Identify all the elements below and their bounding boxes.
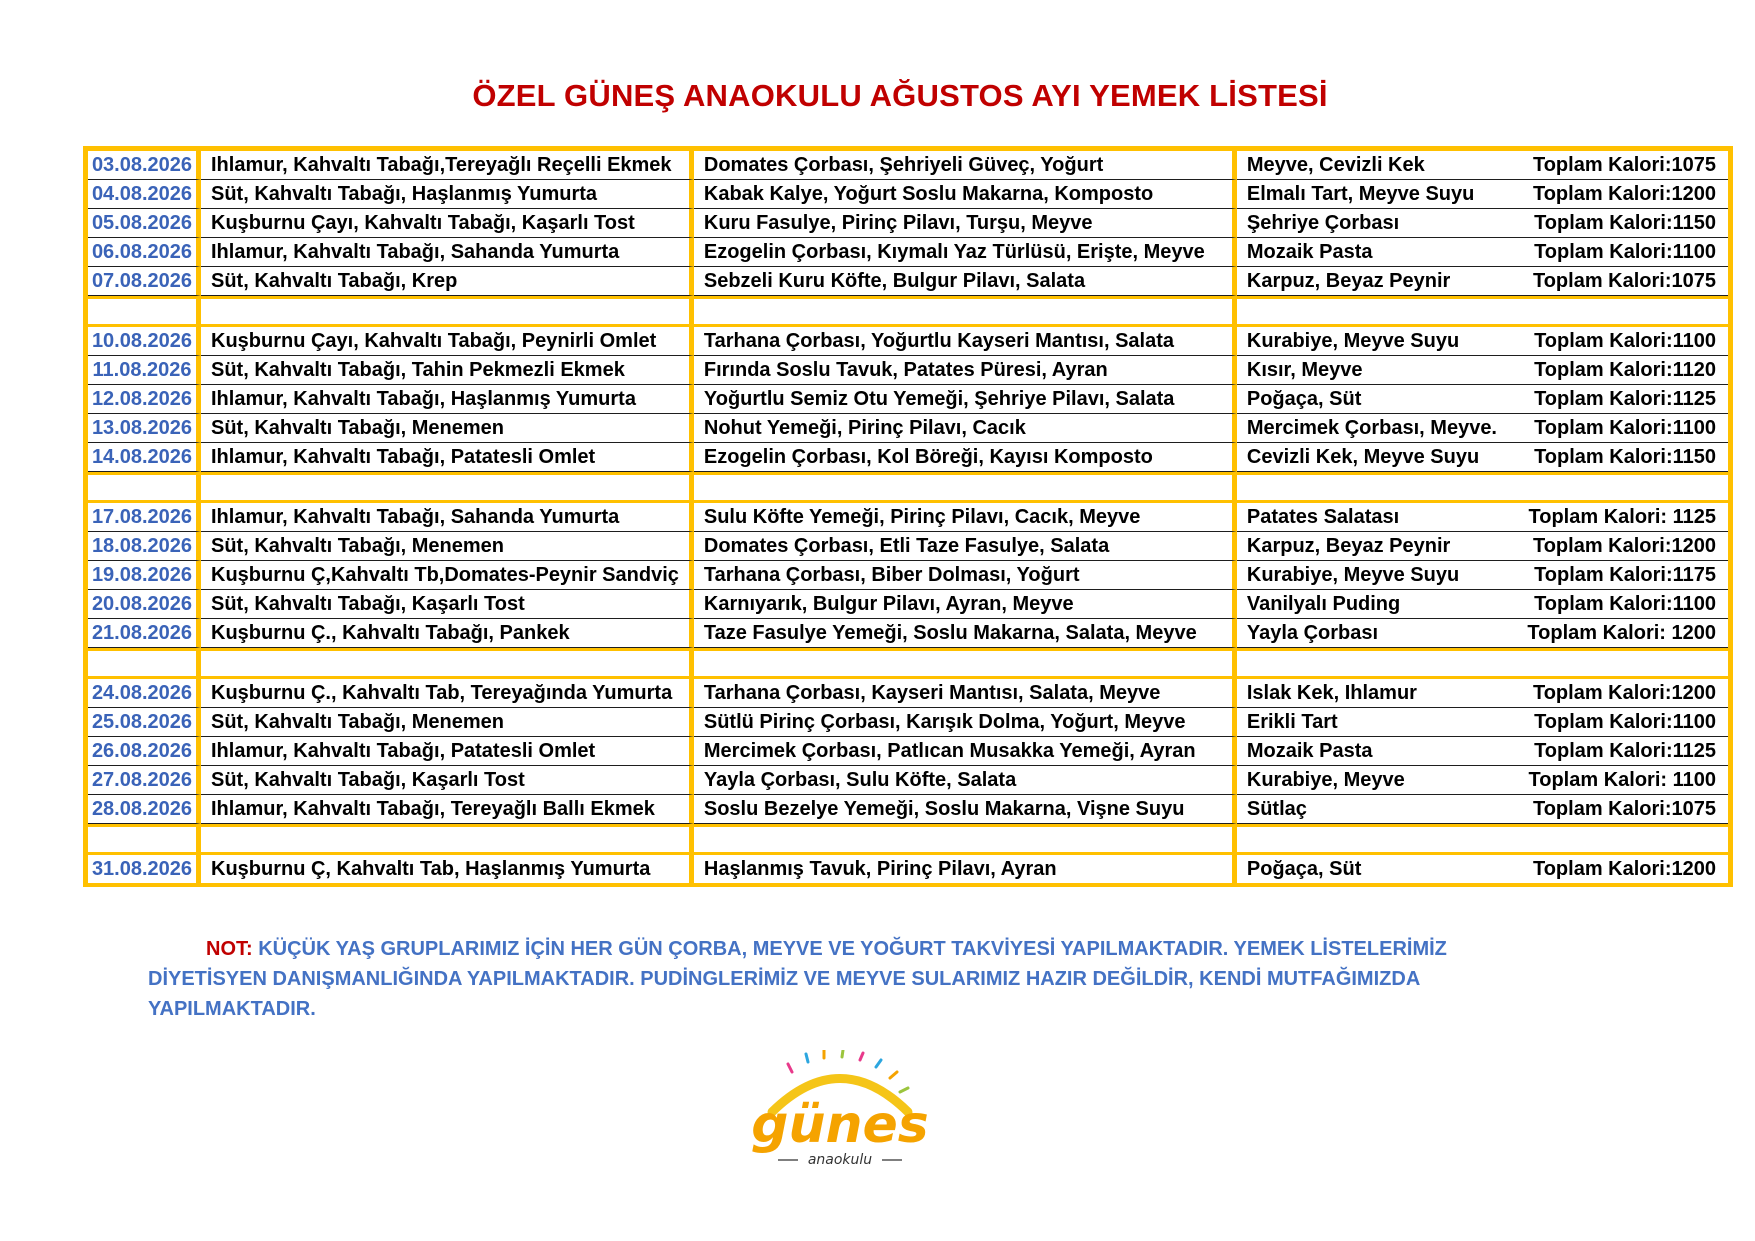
calorie-total: Toplam Kalori:1200 [1532,183,1716,205]
snack-text: Elmalı Tart, Meyve Suyu [1246,183,1475,205]
breakfast-cell: Ihlamur, Kahvaltı Tabağı, Sahanda Yumurta [201,503,694,532]
lunch-cell: Taze Fasulye Yemeği, Soslu Makarna, Salata, Meyve [694,619,1237,648]
menu-row [88,443,1728,472]
menu-row [88,267,1728,296]
menu-row [88,503,1728,532]
lunch-cell: Nohut Yemeği, Pirinç Pilavı, Cacık [694,414,1237,443]
lunch-cell: Sebzeli Kuru Köfte, Bulgur Pilavı, Salata [694,267,1237,296]
snack-cell [1237,503,1728,532]
calorie-total: Toplam Kalori:1120 [1534,359,1716,381]
empty-cell [88,472,201,503]
calorie-total: Toplam Kalori:1125 [1534,740,1716,762]
empty-cell [694,648,1237,679]
snack-text: Vanilyalı Puding [1246,593,1401,615]
date-cell: 25.08.2026 [88,708,201,737]
menu-row [88,561,1728,590]
lunch-cell: Domates Çorbası, Şehriyeli Güveç, Yoğurt [694,151,1237,180]
snack-text: Şehriye Çorbası [1246,212,1400,234]
date-cell: 27.08.2026 [88,766,201,795]
snack-text: Patates Salatası [1246,506,1400,528]
lunch-cell: Soslu Bezelye Yemeği, Soslu Makarna, Vişne Suyu [694,795,1237,824]
breakfast-cell: Kuşburnu Ç., Kahvaltı Tab, Tereyağında Yumurta [201,679,694,708]
calorie-total: Toplam Kalori: 1125 [1528,506,1716,528]
lunch-cell: Tarhana Çorbası, Yoğurtlu Kayseri Mantısı, Salata [694,327,1237,356]
calorie-total: Toplam Kalori:1150 [1534,446,1716,468]
snack-cell [1237,795,1728,824]
lunch-cell: Tarhana Çorbası, Biber Dolması, Yoğurt [694,561,1237,590]
snack-cell [1237,679,1728,708]
empty-cell [88,648,201,679]
menu-row [88,619,1728,648]
empty-cell [1237,472,1728,503]
snack-cell [1237,855,1728,883]
calorie-total: Toplam Kalori:1100 [1534,417,1716,439]
date-cell: 26.08.2026 [88,737,201,766]
date-cell: 07.08.2026 [88,267,201,296]
breakfast-cell: Ihlamur, Kahvaltı Tabağı, Haşlanmış Yumurta [201,385,694,414]
date-cell: 14.08.2026 [88,443,201,472]
empty-cell [201,648,694,679]
breakfast-cell: Süt, Kahvaltı Tabağı, Tahin Pekmezli Ekmek [201,356,694,385]
week-separator-row [88,648,1728,679]
empty-cell [1237,824,1728,855]
breakfast-cell: Süt, Kahvaltı Tabağı, Menemen [201,414,694,443]
snack-text: Mozaik Pasta [1246,241,1373,263]
menu-row [88,327,1728,356]
empty-cell [201,824,694,855]
snack-text: Kısır, Meyve [1246,359,1363,381]
logo-subtext: anaokulu [807,1152,873,1168]
breakfast-cell: Ihlamur, Kahvaltı Tabağı,Tereyağlı Reçelli Ekmek [201,151,694,180]
breakfast-cell: Kuşburnu Çayı, Kahvaltı Tabağı, Kaşarlı Tost [201,209,694,238]
snack-text: Yayla Çorbası [1246,622,1379,644]
snack-text: Kurabiye, Meyve [1246,769,1405,791]
empty-cell [88,296,201,327]
lunch-cell: Karnıyarık, Bulgur Pilavı, Ayran, Meyve [694,590,1237,619]
gunes-logo [750,1050,930,1180]
date-cell: 11.08.2026 [88,356,201,385]
note-label: NOT: [206,938,253,960]
snack-text: Mozaik Pasta [1246,740,1373,762]
date-cell: 10.08.2026 [88,327,201,356]
menu-row [88,238,1728,267]
calorie-total: Toplam Kalori: 1200 [1527,622,1716,644]
lunch-cell: Domates Çorbası, Etli Taze Fasulye, Salata [694,532,1237,561]
snack-text: Cevizli Kek, Meyve Suyu [1246,446,1480,468]
snack-cell [1237,443,1728,472]
menu-row [88,385,1728,414]
breakfast-cell: Ihlamur, Kahvaltı Tabağı, Patatesli Omlet [201,443,694,472]
empty-cell [694,824,1237,855]
calorie-total: Toplam Kalori:1150 [1534,212,1716,234]
snack-cell [1237,766,1728,795]
page-title: ÖZEL GÜNEŞ ANAOKULU AĞUSTOS AYI YEMEK LİSTESİ [472,78,1328,113]
date-cell: 28.08.2026 [88,795,201,824]
calorie-total: Toplam Kalori:1100 [1534,330,1716,352]
calorie-total: Toplam Kalori:1125 [1534,388,1716,410]
menu-row [88,679,1728,708]
date-cell: 13.08.2026 [88,414,201,443]
snack-text: Kurabiye, Meyve Suyu [1246,330,1460,352]
date-cell: 17.08.2026 [88,503,201,532]
menu-row [88,532,1728,561]
lunch-cell: Kuru Fasulye, Pirinç Pilavı, Turşu, Meyve [694,209,1237,238]
menu-row [88,151,1728,180]
snack-text: Mercimek Çorbası, Meyve. [1246,417,1497,439]
snack-cell [1237,180,1728,209]
date-cell: 31.08.2026 [88,855,201,883]
empty-cell [88,824,201,855]
menu-row [88,414,1728,443]
snack-cell [1237,414,1728,443]
snack-cell [1237,737,1728,766]
lunch-cell: Sulu Köfte Yemeği, Pirinç Pilavı, Cacık, Meyve [694,503,1237,532]
snack-text: Kurabiye, Meyve Suyu [1246,564,1460,586]
menu-row [88,590,1728,619]
lunch-cell: Haşlanmış Tavuk, Pirinç Pilavı, Ayran [694,855,1237,883]
menu-row [88,356,1728,385]
note-text: KÜÇÜK YAŞ GRUPLARIMIZ İÇİN HER GÜN ÇORBA, MEYVE VE YOĞURT TAKVİYESİ YAPILMAKTADIR. YEMEK LİSTELERİMİZ DİYETİSYEN DANIŞMANLIĞINDA YAPILMAKTADIR. PUDİNGLERİMİZ VE MEYVE SULARIMIZ HAZIR DEĞİLDİR, KENDİ MUTFAĞIMIZDA YAPILMAKTADIR. [148,938,1447,1020]
calorie-total: Toplam Kalori:1200 [1532,535,1716,557]
calorie-total: Toplam Kalori:1100 [1534,711,1716,733]
empty-cell [1237,296,1728,327]
lunch-cell: Fırında Soslu Tavuk, Patates Püresi, Ayran [694,356,1237,385]
note-paragraph [148,934,1568,1024]
date-cell: 12.08.2026 [88,385,201,414]
snack-cell [1237,590,1728,619]
date-cell: 19.08.2026 [88,561,201,590]
snack-text: Karpuz, Beyaz Peynir [1246,270,1451,292]
snack-text: Karpuz, Beyaz Peynir [1246,535,1451,557]
date-cell: 18.08.2026 [88,532,201,561]
snack-text: Meyve, Cevizli Kek [1246,154,1425,176]
snack-text: Islak Kek, Ihlamur [1246,682,1417,704]
snack-cell [1237,532,1728,561]
lunch-cell: Mercimek Çorbası, Patlıcan Musakka Yemeği, Ayran [694,737,1237,766]
lunch-cell: Ezogelin Çorbası, Kıymalı Yaz Türlüsü, Erişte, Meyve [694,238,1237,267]
calorie-total: Toplam Kalori:1200 [1532,682,1716,704]
menu-row [88,737,1728,766]
date-cell: 06.08.2026 [88,238,201,267]
menu-row [88,209,1728,238]
date-cell: 05.08.2026 [88,209,201,238]
breakfast-cell: Süt, Kahvaltı Tabağı, Menemen [201,708,694,737]
menu-row [88,766,1728,795]
week-separator-row [88,472,1728,503]
calorie-total: Toplam Kalori:1200 [1532,858,1716,880]
empty-cell [201,296,694,327]
snack-text: Poğaça, Süt [1246,388,1362,410]
snack-cell [1237,561,1728,590]
snack-text: Poğaça, Süt [1246,858,1362,880]
calorie-total: Toplam Kalori:1075 [1532,798,1716,820]
lunch-cell: Yayla Çorbası, Sulu Köfte, Salata [694,766,1237,795]
snack-cell [1237,267,1728,296]
lunch-cell: Ezogelin Çorbası, Kol Böreği, Kayısı Komposto [694,443,1237,472]
breakfast-cell: Süt, Kahvaltı Tabağı, Haşlanmış Yumurta [201,180,694,209]
snack-cell [1237,708,1728,737]
date-cell: 24.08.2026 [88,679,201,708]
snack-cell [1237,385,1728,414]
menu-row [88,795,1728,824]
breakfast-cell: Süt, Kahvaltı Tabağı, Menemen [201,532,694,561]
lunch-cell: Kabak Kalye, Yoğurt Soslu Makarna, Komposto [694,180,1237,209]
snack-cell [1237,619,1728,648]
breakfast-cell: Ihlamur, Kahvaltı Tabağı, Patatesli Omlet [201,737,694,766]
calorie-total: Toplam Kalori:1175 [1534,564,1716,586]
menu-row [88,708,1728,737]
breakfast-cell: Kuşburnu Çayı, Kahvaltı Tabağı, Peynirli Omlet [201,327,694,356]
calorie-total: Toplam Kalori:1075 [1532,154,1716,176]
calorie-total: Toplam Kalori: 1100 [1528,769,1716,791]
snack-cell [1237,356,1728,385]
empty-cell [1237,648,1728,679]
snack-text: Erikli Tart [1246,711,1338,733]
menu-table-body [88,151,1728,883]
week-separator-row [88,296,1728,327]
lunch-cell: Yoğurtlu Semiz Otu Yemeği, Şehriye Pilavı, Salata [694,385,1237,414]
breakfast-cell: Kuşburnu Ç, Kahvaltı Tab, Haşlanmış Yumurta [201,855,694,883]
empty-cell [694,296,1237,327]
logo-text: günes [751,1095,929,1155]
date-cell: 21.08.2026 [88,619,201,648]
breakfast-cell: Süt, Kahvaltı Tabağı, Kaşarlı Tost [201,590,694,619]
snack-cell [1237,327,1728,356]
lunch-cell: Sütlü Pirinç Çorbası, Karışık Dolma, Yoğurt, Meyve [694,708,1237,737]
date-cell: 04.08.2026 [88,180,201,209]
breakfast-cell: Kuşburnu Ç,Kahvaltı Tb,Domates-Peynir Sandviç [201,561,694,590]
date-cell: 03.08.2026 [88,151,201,180]
menu-row [88,180,1728,209]
calorie-total: Toplam Kalori:1075 [1532,270,1716,292]
breakfast-cell: Ihlamur, Kahvaltı Tabağı, Tereyağlı Ballı Ekmek [201,795,694,824]
snack-text: Sütlaç [1246,798,1307,820]
calorie-total: Toplam Kalori:1100 [1534,241,1716,263]
breakfast-cell: Ihlamur, Kahvaltı Tabağı, Sahanda Yumurta [201,238,694,267]
empty-cell [694,472,1237,503]
calorie-total: Toplam Kalori:1100 [1534,593,1716,615]
snack-cell [1237,209,1728,238]
menu-row [88,855,1728,883]
menu-table [83,146,1733,887]
breakfast-cell: Kuşburnu Ç., Kahvaltı Tabağı, Pankek [201,619,694,648]
date-cell: 20.08.2026 [88,590,201,619]
empty-cell [201,472,694,503]
week-separator-row [88,824,1728,855]
breakfast-cell: Süt, Kahvaltı Tabağı, Kaşarlı Tost [201,766,694,795]
snack-cell [1237,238,1728,267]
lunch-cell: Tarhana Çorbası, Kayseri Mantısı, Salata, Meyve [694,679,1237,708]
breakfast-cell: Süt, Kahvaltı Tabağı, Krep [201,267,694,296]
snack-cell [1237,151,1728,180]
